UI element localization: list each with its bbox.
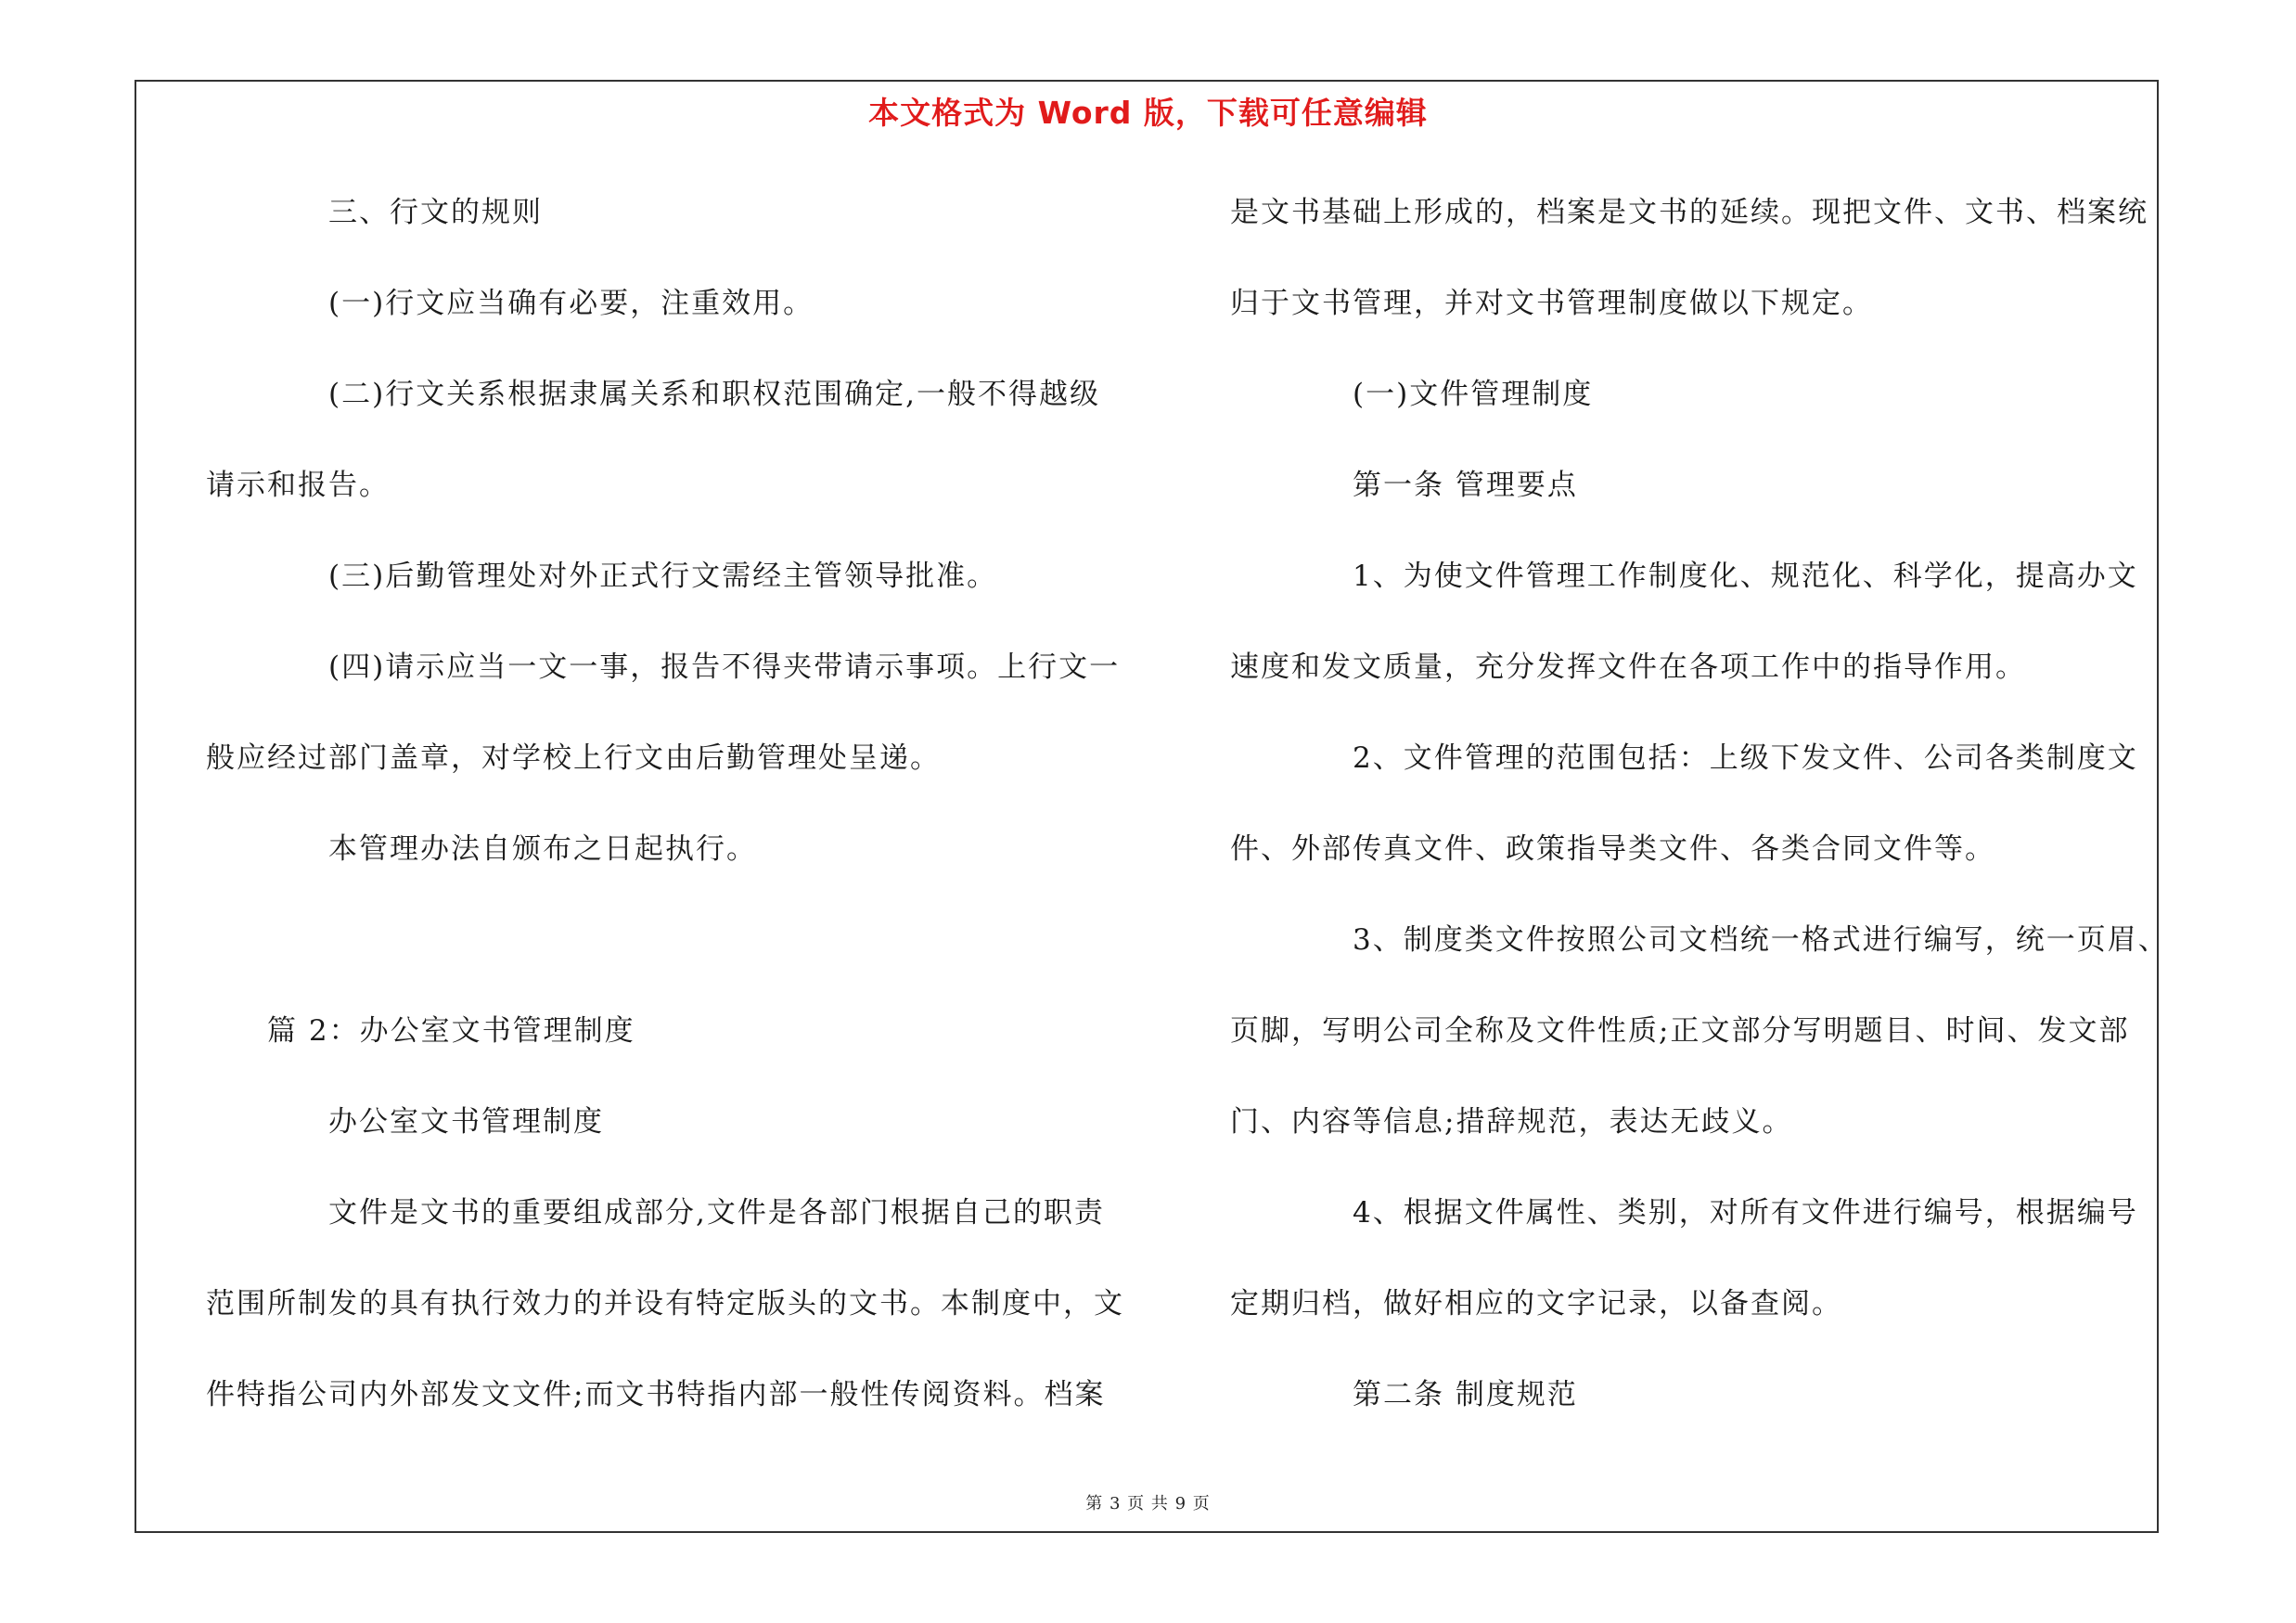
text-line: 速度和发文质量，充分发挥文件在各项工作中的指导作用。: [1230, 650, 2026, 684]
text-line: (一)文件管理制度: [1353, 378, 1594, 411]
text-line: 三、行文的规则: [328, 196, 543, 229]
right-text-column: [1230, 183, 2169, 1456]
text-line: 归于文书管理，并对文书管理制度做以下规定。: [1230, 287, 1873, 320]
text-line: 办公室文书管理制度: [328, 1105, 604, 1139]
text-line: 1、为使文件管理工作制度化、规范化、科学化，提高办文: [1353, 560, 2138, 593]
text-line: (二)行文关系根据隶属关系和职权范围确定,一般不得越级: [328, 378, 1101, 411]
text-line: 件特指公司内外部发文文件;而文书特指内部一般性传阅资料。档案: [206, 1378, 1106, 1411]
text-line: 请示和报告。: [206, 469, 390, 502]
text-line: 本管理办法自颁布之日起执行。: [328, 832, 757, 866]
text-line: 2、文件管理的范围包括：上级下发文件、公司各类制度文: [1353, 741, 2138, 775]
text-line: 定期归档，做好相应的文字记录，以备查阅。: [1230, 1287, 1842, 1320]
text-line: 门、内容等信息;措辞规范，表达无歧义。: [1230, 1105, 1793, 1139]
text-line: 范围所制发的具有执行效力的并设有特定版头的文书。本制度中，文: [206, 1287, 1124, 1320]
text-line: (一)行文应当确有必要，注重效用。: [328, 287, 815, 320]
text-line: [206, 910, 1134, 1001]
text-line: (四)请示应当一文一事，报告不得夹带请示事项。上行文一: [328, 650, 1121, 684]
text-line: 件、外部传真文件、政策指导类文件、各类合同文件等。: [1230, 832, 1995, 866]
text-line: 是文书基础上形成的，档案是文书的延续。现把文件、文书、档案统: [1230, 196, 2148, 229]
text-line: 般应经过部门盖章，对学校上行文由后勤管理处呈递。: [206, 741, 941, 775]
text-line: (三)后勤管理处对外正式行文需经主管领导批准。: [328, 560, 998, 593]
text-line: 第一条 管理要点: [1353, 469, 1578, 502]
page-number-footer: 第 3 页 共 9 页: [1085, 1494, 1211, 1514]
text-line: 文件是文书的重要组成部分,文件是各部门根据自己的职责: [328, 1196, 1105, 1230]
word-format-banner: 本文格式为 Word 版，下载可任意编辑: [868, 95, 1428, 131]
text-line: 4、根据文件属性、类别，对所有文件进行编号，根据编号: [1353, 1196, 2138, 1230]
left-text-column: [206, 183, 1134, 1456]
text-line: 页脚，写明公司全称及文件性质;正文部分写明题目、时间、发文部: [1230, 1014, 2130, 1048]
text-line: 篇 2：办公室文书管理制度: [267, 1014, 635, 1048]
text-line: 3、制度类文件按照公司文档统一格式进行编写，统一页眉、: [1353, 923, 2169, 957]
text-line: 第二条 制度规范: [1353, 1378, 1578, 1411]
